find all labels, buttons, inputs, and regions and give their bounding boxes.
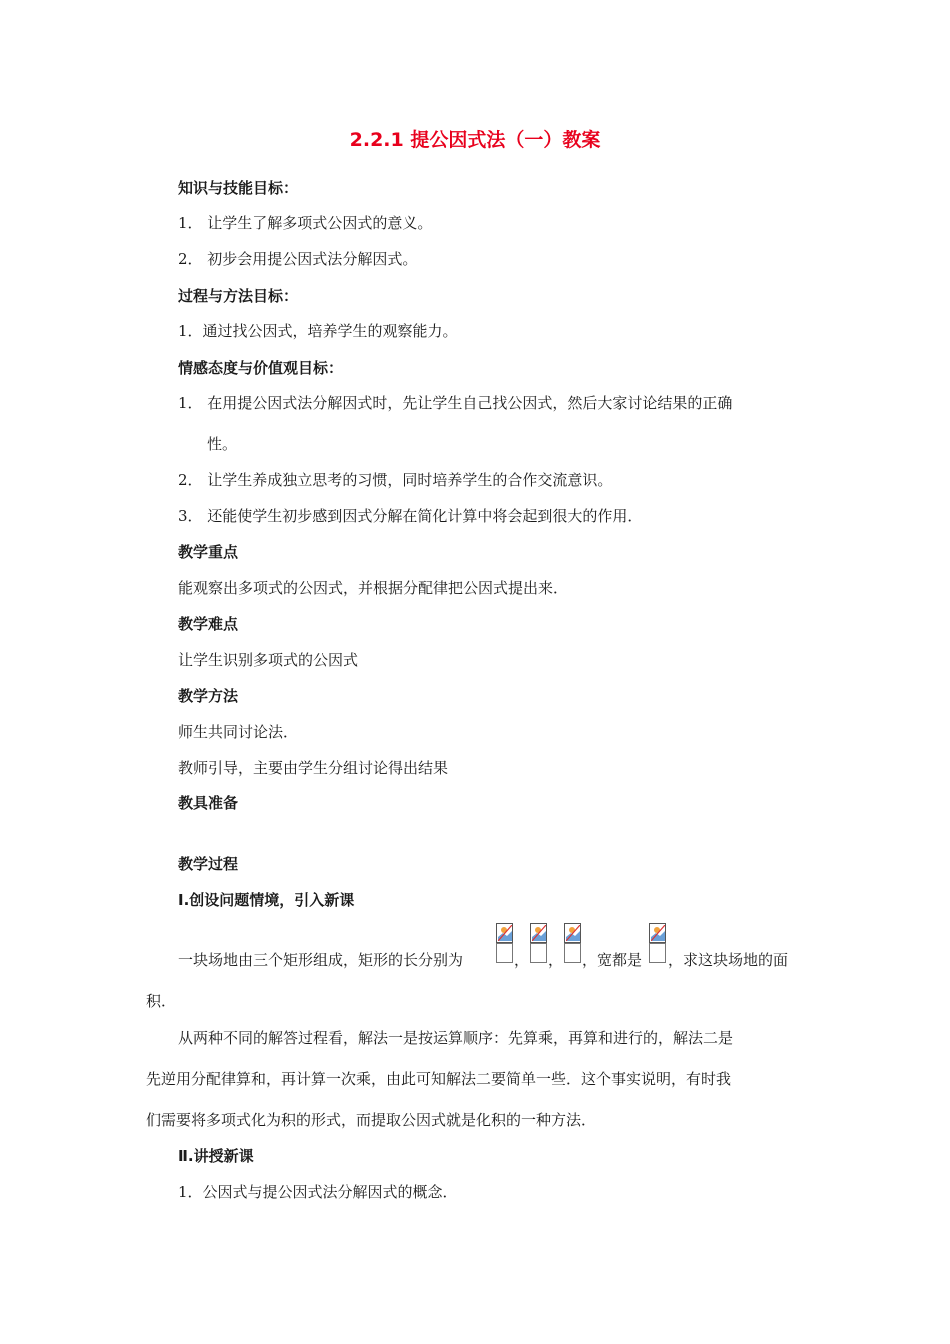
formula-image-1 — [496, 923, 513, 963]
broken-image-icon — [498, 925, 512, 941]
key-text: 能观察出多项式的公因式，并根据分配律把公因式提出来． — [178, 579, 569, 597]
formula-image-3 — [564, 923, 581, 963]
process-item-1: 1．通过找公因式，培养学生的观察能力。 — [178, 322, 458, 340]
broken-image-icon — [566, 925, 580, 941]
emotion-item-3: 3． 还能使学生初步感到因式分解在简化计算中将会起到很大的作用． — [178, 507, 643, 525]
part2-item-1: 1．公因式与提公因式法分解因式的概念． — [178, 1183, 458, 1201]
method-heading: 教学方法 — [178, 687, 239, 705]
part1-sep-2: ， — [548, 951, 564, 969]
difficult-heading: 教学难点 — [178, 615, 239, 633]
tools-heading: 教具准备 — [178, 794, 239, 812]
part1-heading: Ⅰ.创设问题情境，引入新课 — [178, 891, 355, 909]
part1-sep-1: ， — [514, 951, 530, 969]
knowledge-item-2: 2． 初步会用提公因式法分解因式。 — [178, 250, 418, 268]
difficult-text: 让学生识别多项式的公因式 — [178, 651, 359, 669]
broken-image-icon — [532, 925, 546, 941]
para2-line-2: 先逆用分配律算和，再计算一次乘，由此可知解法二要简单一些．这个事实说明，有时我 — [146, 1070, 732, 1088]
part1-text-b: ，宽都是 — [582, 951, 643, 969]
emotion-item-2: 2． 让学生养成独立思考的习惯，同时培养学生的合作交流意识。 — [178, 471, 613, 489]
method-item-2: 教师引导，主要由学生分组讨论得出结果 — [178, 759, 449, 777]
broken-image-icon — [651, 925, 665, 941]
emotion-item-1: 1． 在用提公因式法分解因式时，先让学生自己找公因式，然后大家讨论结果的正确 — [178, 394, 733, 412]
key-heading: 教学重点 — [178, 543, 239, 561]
process-main-heading: 教学过程 — [178, 855, 239, 873]
method-item-1: 师生共同讨论法． — [178, 723, 299, 741]
emotion-heading: 情感态度与价值观目标： — [178, 359, 344, 377]
formula-image-4 — [649, 923, 666, 963]
emotion-item-1-cont: 性。 — [207, 435, 238, 453]
process-heading: 过程与方法目标： — [178, 287, 299, 305]
formula-image-2 — [530, 923, 547, 963]
para2-line-1: 从两种不同的解答过程看，解法一是按运算顺序：先算乘，再算和进行的，解法二是 — [178, 1029, 734, 1047]
part1-text-c: ，求这块场地的面 — [668, 951, 789, 969]
knowledge-heading: 知识与技能目标： — [178, 179, 299, 197]
document-title: 2.2.1 提公因式法（一）教案 — [349, 129, 601, 151]
part1-text-line2: 积． — [146, 992, 177, 1010]
para2-line-3: 们需要将多项式化为积的形式，而提取公因式就是化积的一种方法． — [146, 1111, 597, 1129]
knowledge-item-1: 1． 让学生了解多项式公因式的意义。 — [178, 214, 433, 232]
part2-heading: Ⅱ.讲授新课 — [178, 1147, 254, 1165]
part1-text-a: 一块场地由三个矩形组成，矩形的长分别为 — [178, 951, 464, 969]
